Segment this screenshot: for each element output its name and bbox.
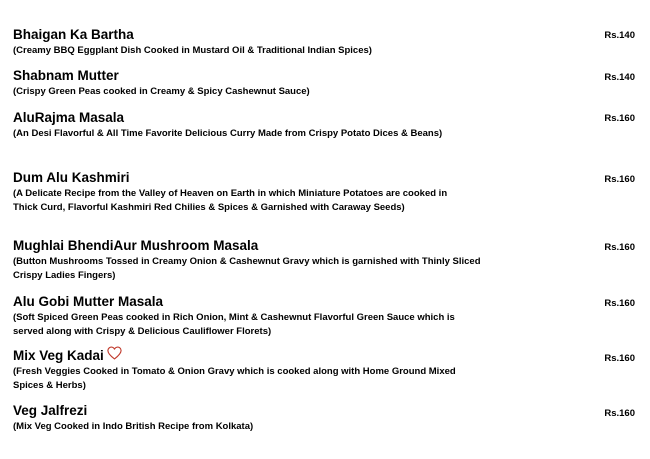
menu-item-shabnam-mutter	[13, 68, 638, 99]
menu-item-alurajma-masala	[13, 110, 638, 141]
menu-item-price: Rs.160	[604, 113, 635, 124]
menu-item-description: (Fresh Veggies Cooked in Tomato & Onion Gravy which is cooked along with Home Ground Mixed Spices & Herbs)	[13, 366, 456, 391]
menu-item-bhaigan-ka-bartha	[13, 27, 638, 58]
menu-item-name: Mughlai BhendiAur Mushroom Masala	[13, 238, 259, 253]
menu-item-alu-gobi-mutter-masala	[13, 294, 638, 338]
menu-item-description: (A Delicate Recipe from the Valley of Heaven on Earth in which Miniature Potatoes are cooked in Thick Curd, Flavorful Kashmiri Red Chilies & Spices & Garnished with Caraway Seeds)	[13, 188, 448, 213]
menu-item-name: AluRajma Masala	[13, 110, 125, 125]
menu-item-description: (Crispy Green Peas cooked in Creamy & Spicy Cashewnut Sauce)	[13, 86, 310, 97]
menu-item-price: Rs.140	[604, 30, 635, 41]
menu-item-mughlai-bhendi-mushroom	[13, 238, 638, 282]
menu-item-description: (Button Mushrooms Tossed in Creamy Onion & Cashewnut Gravy which is garnished with Thinly Sliced Crispy Ladies Fingers)	[13, 256, 481, 281]
menu-item-veg-jalfrezi	[13, 403, 638, 434]
menu-item-price: Rs.160	[604, 174, 635, 185]
menu-item-name: Mix Veg Kadai	[13, 348, 104, 363]
menu-item-price: Rs.140	[604, 72, 635, 83]
menu-item-name: Dum Alu Kashmiri	[13, 170, 130, 185]
menu-item-name: Veg Jalfrezi	[13, 403, 88, 418]
menu-item-name: Alu Gobi Mutter Masala	[13, 294, 164, 309]
menu-item-name: Shabnam Mutter	[13, 68, 119, 83]
menu-item-price: Rs.160	[604, 408, 635, 419]
heart-icon	[107, 346, 122, 364]
menu-item-price: Rs.160	[604, 298, 635, 309]
menu-item-description: (Creamy BBQ Eggplant Dish Cooked in Mustard Oil & Traditional Indian Spices)	[13, 45, 372, 56]
menu-item-mix-veg-kadai	[13, 348, 638, 392]
menu-item-price: Rs.160	[604, 242, 635, 253]
menu-item-dum-alu-kashmiri	[13, 170, 638, 214]
menu-item-name: Bhaigan Ka Bartha	[13, 27, 134, 42]
menu-item-price: Rs.160	[604, 353, 635, 364]
menu-item-description: (Soft Spiced Green Peas cooked in Rich Onion, Mint & Cashewnut Flavorful Green Sauce which is served along with Crispy & Delicious Cauliflower Florets)	[13, 312, 455, 337]
menu-item-description: (Mix Veg Cooked in Indo British Recipe from Kolkata)	[13, 421, 254, 432]
menu-item-description: (An Desi Flavorful & All Time Favorite Delicious Curry Made from Crispy Potato Dices & Beans)	[13, 128, 443, 139]
menu-item-name-row	[13, 348, 638, 364]
